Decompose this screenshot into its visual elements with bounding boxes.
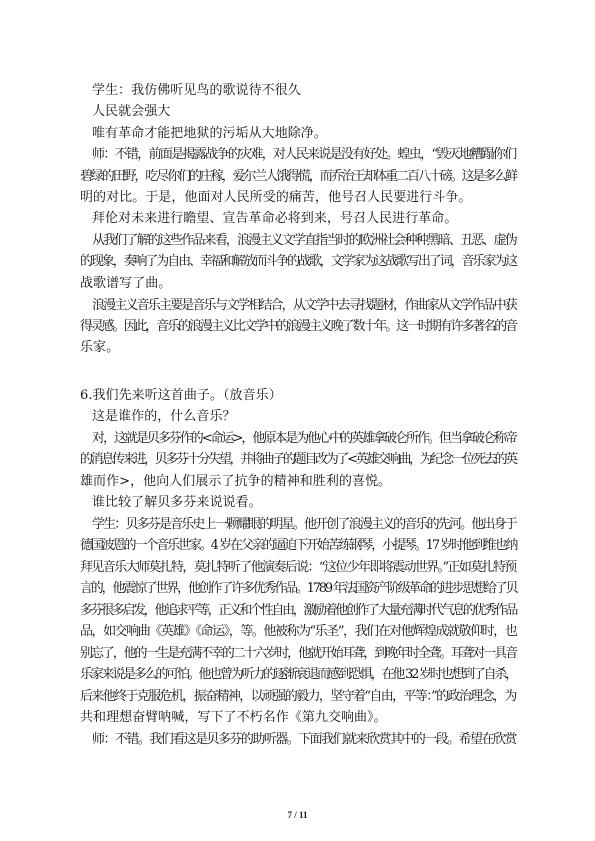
paragraph-line: 乐家。 [80,340,120,355]
paragraph-line: 拜见音乐大师莫扎特，莫扎特听了他演奏后说：“这位少年即将震动世界。”正如莫扎特预 [80,560,516,575]
paragraph-line: 得灵感。因此，音乐的浪漫主义比文学中的浪漫主义晚了数十年。这一时期有许多著名的音 [80,319,517,334]
paragraph-line: 战歌谱写了曲。 [80,276,172,291]
paragraph-line: 明的对比。于是，他面对人民所受的痛苦，他号召人民要进行斗争。 [80,190,472,205]
paragraph-line: 唯有革命才能把地狱的污垢从大地除净。 [92,126,327,141]
paragraph-line: 学生：贝多芬是音乐史上一颗耀眼的明星。他开创了浪漫主义的音乐的先河。他出身于 [92,517,516,532]
paragraph-line: 别忘了，他的一生是充满不幸的二十六岁时，他就开始耳聋，到晚年时全聋。耳聋对一具音 [80,646,517,661]
paragraph-line: 这是谁作的，什么音乐？ [92,409,236,424]
paragraph-line: 对，这就是贝多芬作的<命运>，他原本是为他心中的英雄拿破仑所作。但当拿破仑称帝 [92,431,516,446]
paragraph-line: 浪漫主义音乐主要是音乐与文学相结合，从文学中去寻找题材，作曲家从文学作品中获 [92,298,516,313]
paragraph-line: 乐家来说是多么的可怕。他也曾为听力的逐渐衰退而感到恐惧，在他 32 岁时也想到了自杀， [80,667,516,682]
paragraph-line: 后来他终于克服危机，振奋精神，以顽强的毅力，坚守着“自由，平等：”的政治理念，为 [80,689,516,704]
paragraph-line: 从我们了解的这些作品来看，浪漫主义文学直指当时的欧洲社会种种黑暗、丑恶、虚伪 [92,233,516,248]
paragraph-line: 的现象，奏响了为自由、幸福和解放而斗争的战歌，文学家为这战歌写出了词，音乐家为这 [80,254,517,269]
section-heading: 6.我们先来听这首曲子。（放音乐） [80,388,282,403]
page-number: 7 / 11 [287,810,308,820]
paragraph-line: 师：不错。我们看这是贝多芬的助听器。下面我们就来欣赏其中的一段。希望在欣赏 [92,732,516,747]
paragraph-line: 的消息传来进，贝多芬十分失望，并将曲子的题目改为了<英雄交响曲，为纪念一位死去的英 [80,452,516,467]
paragraph-line: 雄而作>，他向人们展示了抗争的精神和胜利的喜悦。 [80,474,392,489]
paragraph-line: 学生：我仿佛听见鸟的歌说待不很久 [92,83,301,98]
paragraph-line: 共和理想奋臂呐喊，写下了不朽名作《第九交响曲》。 [80,710,387,725]
paragraph-line: 多芬很多启发，他追求平等，正义和个性自由，激励着他创作了大量充满时代气息的优秀作品 [80,603,517,618]
paragraph-line: 德国波恩的一个音乐世家。4 岁在父亲的逼迫下开始苦练钢琴，小提琴。17 岁时他到维也纳 [80,538,517,553]
paragraph-line: 人民就会强大 [92,104,171,119]
paragraph-line: 谁比较了解贝多芬来说说看。 [92,495,262,510]
paragraph-line: 拜伦对未来进行瞻望、宣告革命必将到来，号召人民进行革命。 [92,211,458,226]
paragraph-line: 言的，他震惊了世界，他创作了许多优秀作品。1789 年法国资产阶级革命的进步思想给了贝 [80,581,517,596]
paragraph-line: 碧绿的田野，吃尽你们的庄稼，爱尔兰人饿得慌，而乔治王却体重二百八十磅。这是多么鲜 [80,169,517,184]
paragraph-line: 品，如交响曲《英雄》《命运》，等。他被称为“乐圣”，我们在对他辉煌成就敬仰时，也 [80,624,517,639]
paragraph-line: 师：不错，前面是揭露战争的灾难，对人民来说是没有好处。蝗虫，“毁灭地糟蹋你们 [92,147,516,162]
